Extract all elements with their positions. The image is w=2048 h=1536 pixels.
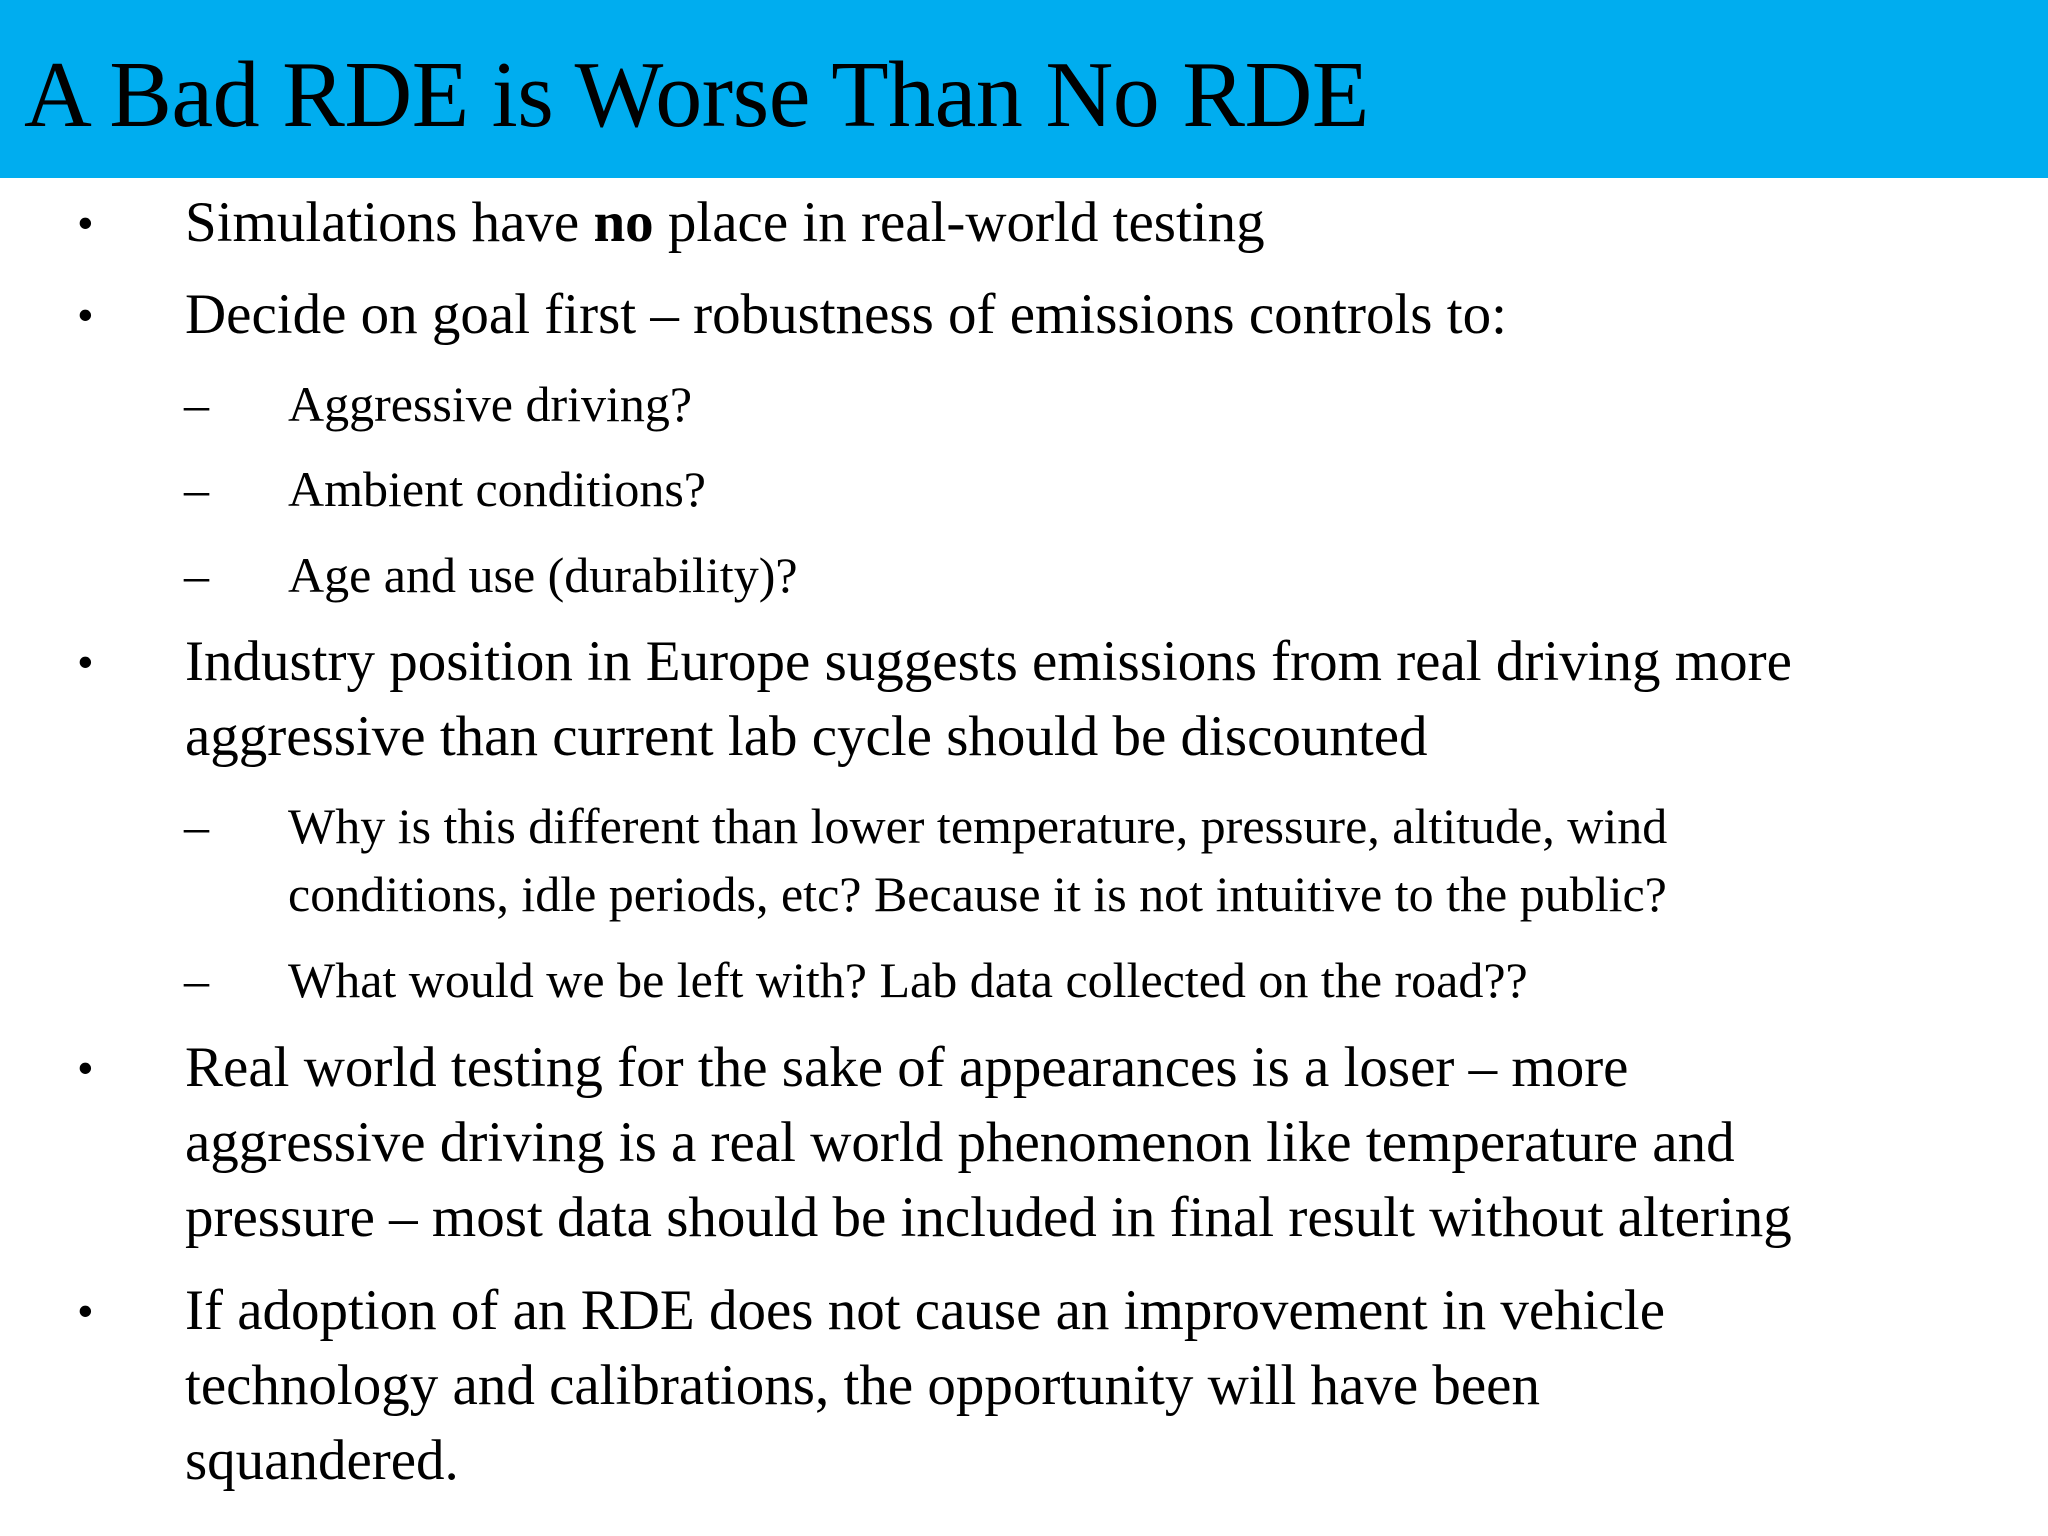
dash-icon: – xyxy=(184,952,209,1008)
title-bar xyxy=(0,0,2048,178)
sub-bullet-text: What would we be left with? Lab data collected on the road?? xyxy=(288,952,1528,1008)
emphasis-text: no xyxy=(593,191,654,254)
bullet-text: If adoption of an RDE does not cause an improvement in vehicle technology and calibrations, the opportunity will have been squandered. xyxy=(185,1279,1665,1492)
bullet-text: Real world testing for the sake of appearances is a loser – more aggressive driving is a real world phenomenon like temperature and pressure – most data should be included in final result without altering xyxy=(185,1036,1792,1249)
bullet-text: Industry position in Europe suggests emissions from real driving more aggressive than current lab cycle should be discounted xyxy=(185,630,1792,768)
slide-title: A Bad RDE is Worse Than No RDE xyxy=(24,43,1369,147)
dash-icon: – xyxy=(184,547,209,603)
bullet-dot-icon: • xyxy=(78,291,93,338)
bullet-dot-icon: • xyxy=(78,1287,93,1334)
bullet-text: Decide on goal first – robustness of emissions controls to: xyxy=(185,283,1507,346)
bullet-text: Simulations have no place in real-world testing xyxy=(185,191,1265,254)
bullet-dot-icon: • xyxy=(78,1044,93,1091)
sub-bullet-text: Age and use (durability)? xyxy=(288,547,798,603)
bullet-dot-icon: • xyxy=(78,638,93,685)
sub-bullet-text: Aggressive driving? xyxy=(288,376,693,432)
dash-icon: – xyxy=(184,461,209,517)
bullet-dot-icon: • xyxy=(78,199,93,246)
dash-icon: – xyxy=(184,798,209,854)
dash-icon: – xyxy=(184,376,209,432)
sub-bullet-text: Ambient conditions? xyxy=(288,461,706,517)
sub-bullet-text: Why is this different than lower temperature, pressure, altitude, wind conditions, idle periods, etc? Because it is not intuitive to the public? xyxy=(288,798,1668,922)
